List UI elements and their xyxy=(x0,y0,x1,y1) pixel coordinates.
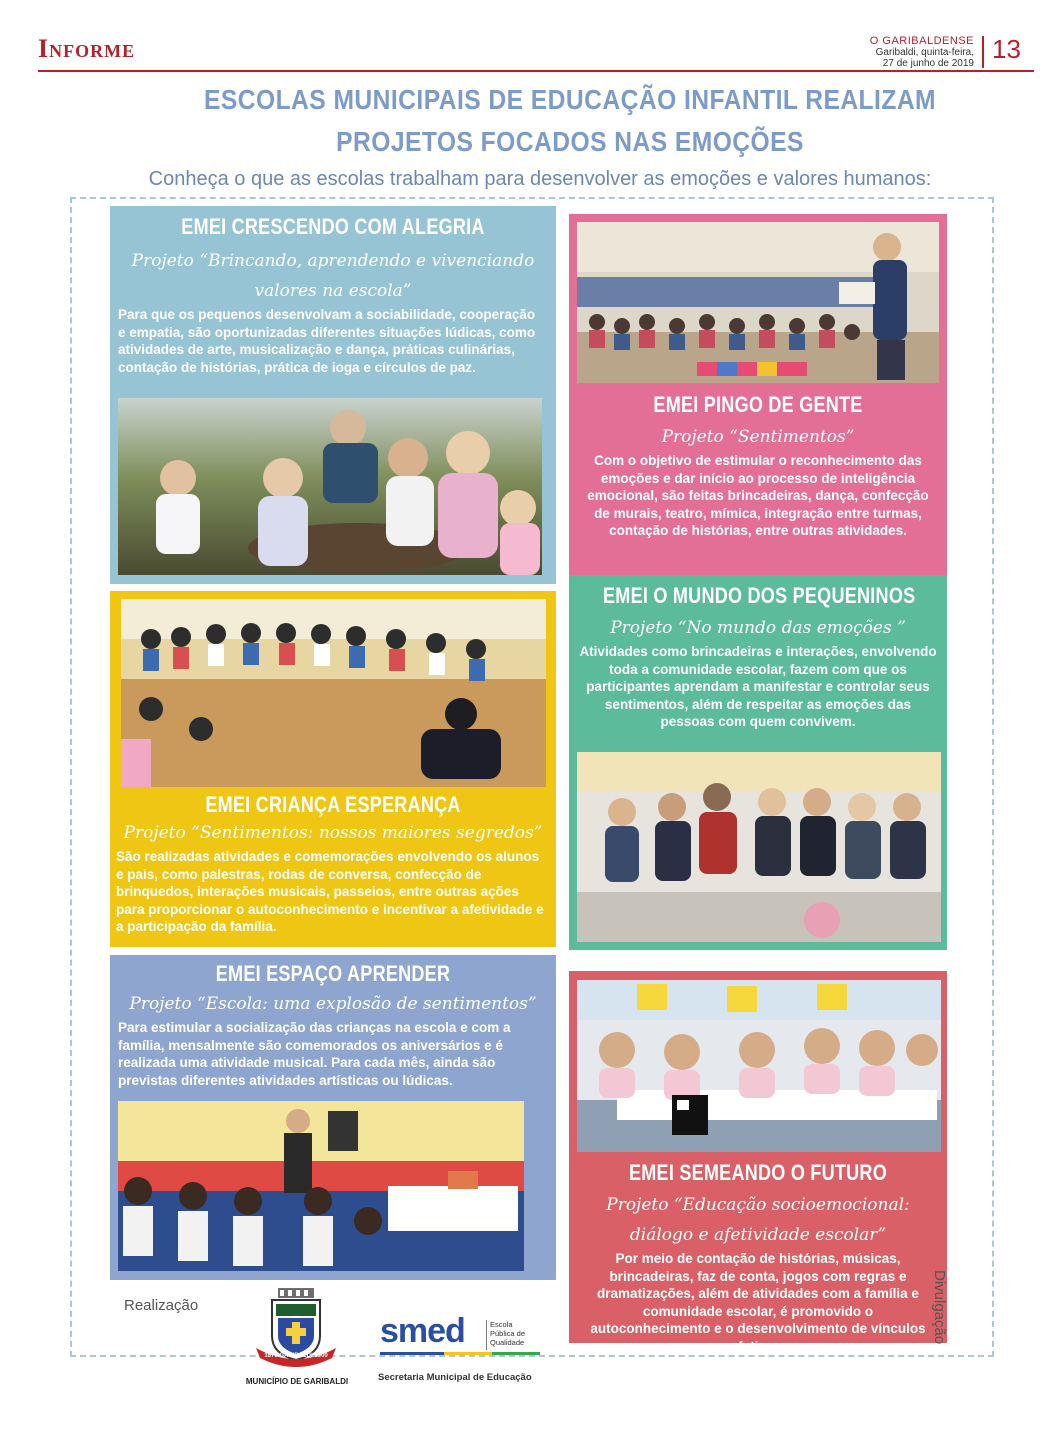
panel-body: Por meio de contação de histórias, músicas, brincadeiras, faz de conta, jogos com regras e dramatizações, além de atividades com a família e comunidade escolar, é promovido o autoconhecimento e o desenvolvimento de vínculos afetivos. xyxy=(590,1251,926,1354)
smed-caption: Secretaria Municipal de Educação xyxy=(378,1372,532,1383)
smed-tag-1: Escola xyxy=(490,1320,513,1329)
header-rule xyxy=(38,70,1034,72)
smed-logo xyxy=(380,1312,540,1358)
smed-tag-2: Pública de xyxy=(490,1329,526,1338)
photo-children-gardening-image xyxy=(118,398,542,575)
masthead xyxy=(774,36,974,69)
panel-project: Projeto “Educação socioemocional: xyxy=(606,1195,910,1215)
panel-title: EMEI CRIANÇA ESPERANÇA xyxy=(205,792,461,817)
photo-story-circle xyxy=(577,222,939,383)
panel-project: Projeto “Brincando, aprendendo e vivenciando xyxy=(131,251,535,271)
smed-tag-3: Qualidade xyxy=(490,1338,525,1347)
photo-birthday-party-image xyxy=(118,1101,524,1271)
panel-crianca-esperanca-text xyxy=(110,790,556,936)
photo-music-circle-image xyxy=(121,599,546,787)
panel-pingo-de-gente-text xyxy=(569,386,947,540)
panel-body: Com o objetivo de estimular o reconhecimento das emoções e dar início ao processo de inteligência emocional, são feitas brincadeiras, dança, confecção de murais, teatro, mímica, integração entre turmas, contação de histórias, entre outras atividades. xyxy=(587,453,929,538)
smed-divider xyxy=(486,1320,487,1350)
panel-body: Para estimular a socialização das crianças na escola e com a família, mensalmente são comemorados os aniversários e é realizada uma atividade musical. Para cada mês, ainda são previstas diferentes atividades artísticas ou lúdicas. xyxy=(118,1020,511,1088)
page-number: 13 xyxy=(992,34,1021,64)
smed-color-bar xyxy=(380,1352,540,1355)
dateline-1: Garibaldi, quinta-feira, xyxy=(875,47,974,58)
panel-project-cont: valores na escola” xyxy=(254,281,412,301)
headline-line-1: ESCOLAS MUNICIPAIS DE EDUCAÇÃO INFANTIL REALIZAM xyxy=(203,84,937,115)
headline-subtitle: Conheça o que as escolas trabalham para desenvolver as emoções e valores humanos: xyxy=(148,168,932,190)
panel-body: Para que os pequenos desenvolvam a sociabilidade, cooperação e empatia, são oportunizadas diferentes situações lúdicas, como atividades de arte, musicalização e dança, práticas culinárias, contação de histórias, prática de ioga e círculos de paz. xyxy=(118,307,536,375)
municipio-crest xyxy=(248,1288,344,1368)
brand-name: O GARIBALDENSE xyxy=(869,35,974,47)
photo-toddlers-table xyxy=(577,980,941,1152)
smed-tagline xyxy=(490,1320,525,1347)
panel-body: São realizadas atividades e comemorações envolvendo os alunos e pais, como palestras, rodas de conversa, confecção de brinquedos, interações musicais, passeios, entre outras ações para proporcionar o autoconhecimento e incentivar a afetividade e a participação da família. xyxy=(116,849,544,934)
photo-toddlers-table-image xyxy=(577,980,941,1152)
panel-title: EMEI SEMEANDO O FUTURO xyxy=(629,1160,887,1185)
panel-body: Atividades como brincadeiras e interações, envolvendo toda a comunidade escolar, fazem com que os participantes aprendam a manifestar e controlar seus sentimentos, além de respeitar as emoções das pessoas com quem convivem. xyxy=(579,644,937,729)
photo-children-gardening xyxy=(118,398,542,575)
panel-project-cont: diálogo e afetividade escolar” xyxy=(629,1225,887,1245)
panel-title: EMEI ESPAÇO APRENDER xyxy=(215,961,451,986)
panel-project: Projeto “Escola: uma explosão de sentimentos” xyxy=(129,994,537,1014)
realizacao-label: Realização xyxy=(124,1297,199,1314)
panel-title: EMEI PINGO DE GENTE xyxy=(653,392,863,417)
section-title: Informe xyxy=(38,34,136,63)
panel-semeando-o-futuro-text xyxy=(569,1160,947,1355)
dateline-2: 27 de junho de 2019 xyxy=(882,58,974,69)
panel-project: Projeto “No mundo das emoções ” xyxy=(610,618,906,638)
panel-project: Projeto “Sentimentos: nossos maiores segredos” xyxy=(123,823,543,843)
photo-parents-meeting-image xyxy=(577,752,941,942)
header-divider xyxy=(982,36,984,68)
municipio-label: MUNICÍPIO DE GARIBALDI xyxy=(245,1377,349,1386)
panel-project: Projeto “Sentimentos” xyxy=(661,427,855,447)
photo-parents-meeting xyxy=(577,752,941,942)
panel-title: EMEI O MUNDO DOS PEQUENINOS xyxy=(603,583,916,608)
photo-music-circle xyxy=(121,599,546,787)
panel-title: EMEI CRESCENDO COM ALEGRIA xyxy=(181,214,485,239)
smed-wordmark: smed xyxy=(380,1312,465,1350)
photo-birthday-party xyxy=(118,1101,524,1271)
photo-story-circle-image xyxy=(577,222,939,383)
crest-banner: 1870 GARIBALDI 1900 xyxy=(264,1353,328,1359)
divulgacao-label: Divulgação xyxy=(931,1270,948,1345)
headline-line-2: PROJETOS FOCADOS NAS EMOÇÕES xyxy=(336,126,804,157)
